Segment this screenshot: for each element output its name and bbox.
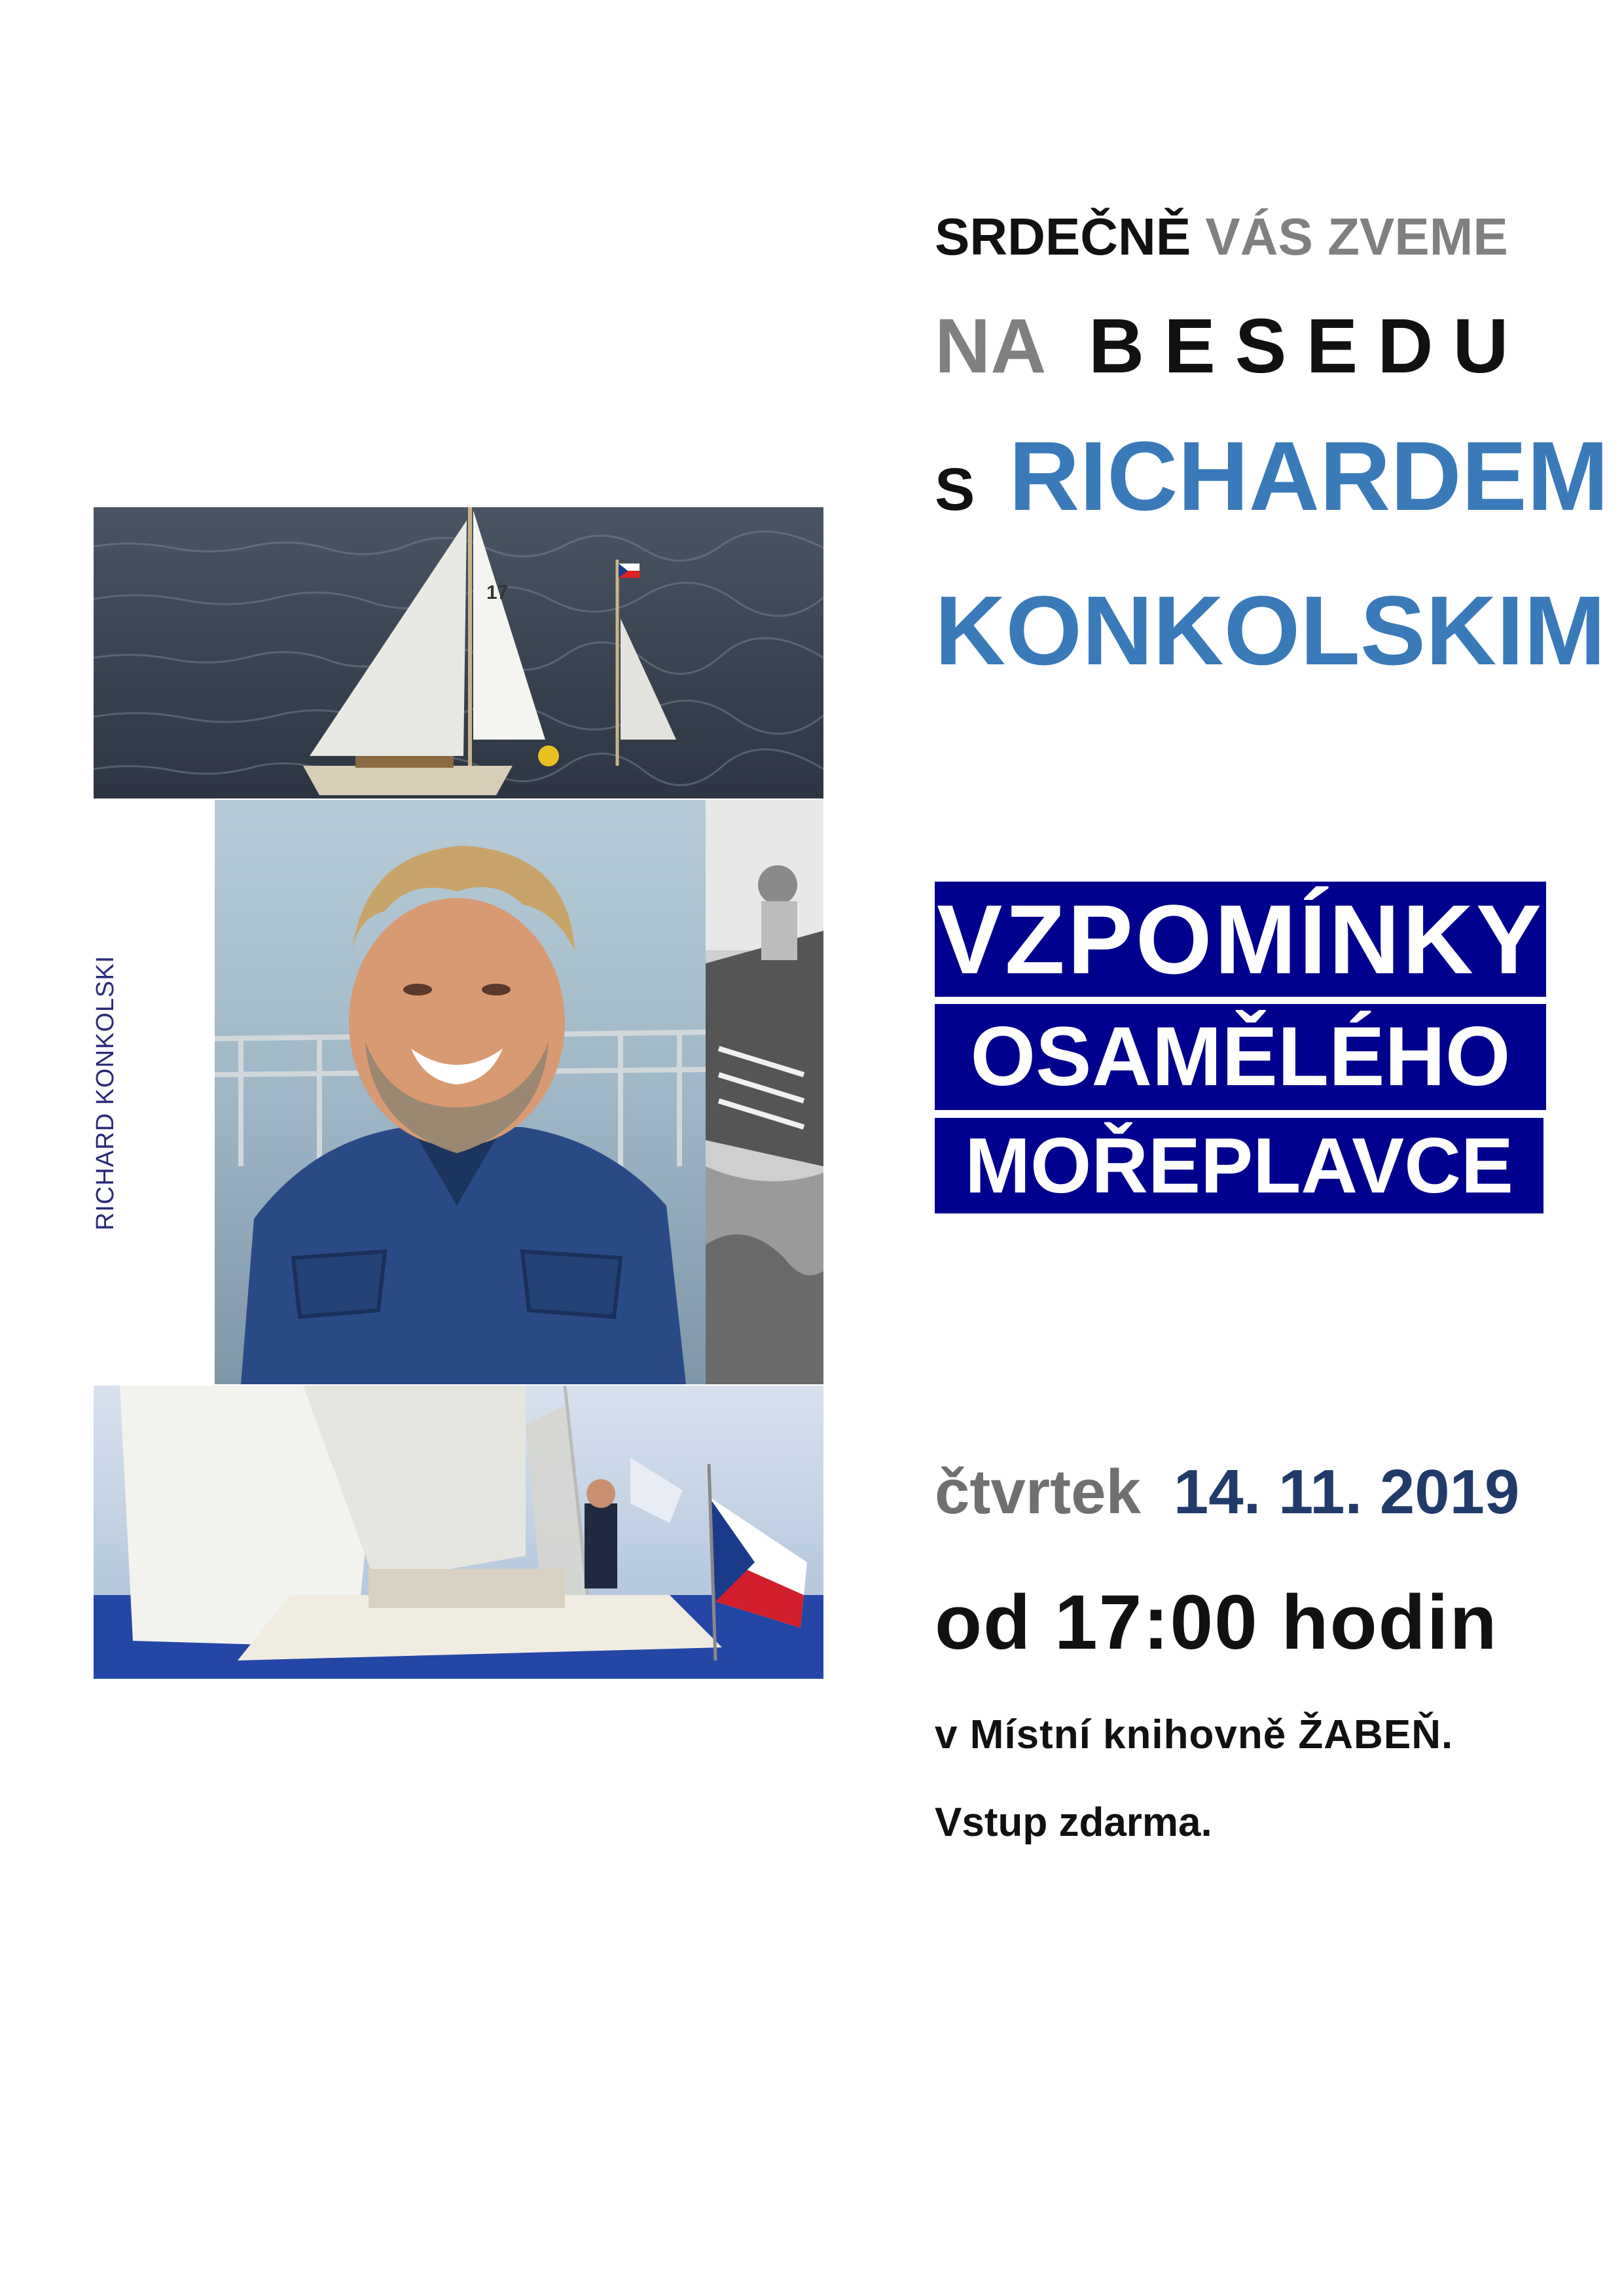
invitation-line-1	[935, 207, 1508, 266]
title-line-2: OSAMĚLÉHO	[935, 1004, 1546, 1110]
title-line-1: VZPOMÍNKY	[935, 882, 1546, 997]
event-time: od 17:00 hodin	[935, 1579, 1498, 1666]
event-place: v Místní knihovně ŽABEŇ.	[935, 1712, 1454, 1757]
invitation-line-3	[935, 421, 1609, 531]
invitation-cordially: SRDEČNĚ	[935, 207, 1191, 266]
guest-first-name: RICHARDEM	[1009, 421, 1609, 531]
title-line-3: MOŘEPLAVCE	[935, 1118, 1543, 1213]
photo-yacht-flags	[94, 1386, 823, 1679]
photo-bw-sailing	[706, 800, 823, 1384]
invitation-line-2	[935, 303, 1528, 389]
event-day: čtvrtek	[935, 1457, 1141, 1527]
photo-sailor-portrait	[215, 800, 706, 1384]
event-date-line	[935, 1457, 1520, 1527]
invitation-discussion: BESEDU	[1088, 303, 1528, 389]
guest-last-name: KONKOLSKIM	[935, 575, 1606, 685]
invitation-we-invite-you: VÁS ZVEME	[1205, 207, 1508, 266]
invitation-with: S	[935, 456, 975, 523]
svg-text:17: 17	[486, 582, 509, 603]
event-entry: Vstup zdarma.	[935, 1800, 1212, 1845]
book-spine-text: RICHARD KONKOLSKI	[92, 955, 119, 1230]
event-date: 14. 11. 2019	[1173, 1457, 1520, 1527]
invitation-to: NA	[935, 303, 1044, 389]
photo-sailboat-sea	[94, 507, 823, 798]
